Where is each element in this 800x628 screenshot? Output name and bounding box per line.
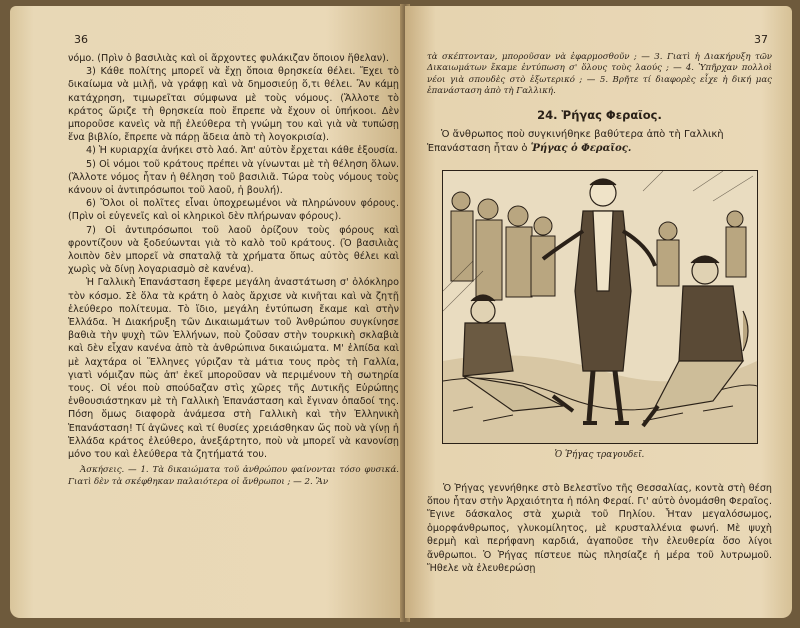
- exercises-continued: τὰ σκέπτονταν, μποροῦσαν νὰ ἐφαρμοσθοῦν ; — 3. Γιατὶ ἡ Διακήρυξη τῶν Δικαιωμάτων ἔκαμε ἐντύπωση σ' ὅλους τοὺς λαούς ; — 4. Ὑπῆρχαν πολλοὶ νέοι γιὰ σπουδὲς στὸ ἐξωτερικό ; — 5. Βρῆτε τί διαφορὲς εἶχε ἡ δική μας ἐπανάσταση ἀπὸ τὴ Γαλλική.: [427, 52, 772, 97]
- paragraph: 3) Κάθε πολίτης μπορεῖ νὰ ἔχῃ ὅποια θρησκεία θέλει. Ἔχει τὸ δικαίωμα νὰ μιλῇ, νὰ γράφῃ καὶ νὰ δημοσιεύῃ ὅ,τι θέλει. Ἂν κάμῃ κατάχρηση, τιμωρεῖται σύμφωνα μὲ τοὺς νόμους. (Ἄλλοτε τὸ κράτος ὥριζε τὴ θρησκεία ποὺ ἔπρεπε νὰ ἔχουν οἱ ὑπήκοοι. Δὲν μποροῦσε κανεὶς νὰ πῇ ἐλεύθερα τὴ γνώμη του καὶ γιὰ νὰ τυπώσῃ ἕνα βιβλίο, ἔπρεπε νὰ πάρῃ ἄδεια ἀπὸ τὴ λογοκρισία).: [68, 66, 399, 144]
- left-page-text: [68, 52, 399, 461]
- exercises-footnote: Ἀσκήσεις. — 1. Τὰ δικαιώματα τοῦ ἀνθρώπου φαίνονται τόσο φυσικά. Γιατὶ δὲν τὰ σκέφθηκαν παλαιότερα οἱ ἄνθρωποι ; — 2. Ἂν: [68, 465, 399, 487]
- page-number-left: 36: [74, 33, 88, 46]
- left-page: [10, 6, 405, 618]
- page-number-right: 37: [754, 33, 768, 46]
- illustration-drawing: [443, 171, 757, 443]
- paragraph: 6) Ὅλοι οἱ πολῖτες εἶναι ὑποχρεωμένοι νὰ πληρώνουν φόρους. (Πρὶν οἱ εὐγενεῖς καὶ οἱ κληρικοὶ δὲν πλήρωναν φόρους).: [68, 198, 399, 223]
- paragraph: Ἡ Γαλλικὴ Ἐπανάσταση ἔφερε μεγάλη ἀναστάτωση σ' ὁλόκληρο τὸν κόσμο. Σὲ ὅλα τὰ κράτη ὁ λαὸς ἄρχισε νὰ κινῆται καὶ νὰ ζητῇ ἐλεύθερο πολίτευμα. Τὸ ἴδιο, μεγάλη ἐντύπωση ἔκαμε καὶ στὴν Ἑλλάδα. Ἡ Διακήρυξη τῶν Δικαιωμάτων τοῦ Ἀνθρώπου συγκίνησε βαθιὰ τὴν ψυχὴ τῶν Ἑλλήνων, ποὺ ζοῦσαν στὴν τουρκικὴ σκλαβιὰ καὶ δὲν εἶχαν κανένα ἀπὸ τὰ ἀνθρώπινα δικαιώματα. Μ' ἐλπίδα καὶ μὲ λαχτάρα οἱ Ἕλληνες γύριζαν τὰ μάτια τους πρὸς τὴ Γαλλία, γιατὶ νόμιζαν πὼς ἀπ' ἐκεῖ μποροῦσαν νὰ περιμένουν τὴ σωτηρία τους. Οἱ νέοι ποὺ σπούδαζαν στὶς χῶρες τῆς Δυτικῆς Εὐρώπης ἐνθουσιάστηκαν μὲ τὴ Γαλλικὴ Ἐπανάσταση καὶ ἔγιναν ὀπαδοί της. Πόση ὅμως διαφορὰ ἀνάμεσα στὴ Γαλλικὴ καὶ τὴν Ἑλληνικὴ Ἐπανάσταση! Τί ἀγῶνες καὶ τί θυσίες χρειάσθηκαν ὥς ποὺ νὰ γίνῃ ἡ Ἑλλάδα κράτος ἐλεύθερο, ἀνεξάρτητο, ποὺ νὰ μπορεῖ νὰ κανονίσῃ μόνο του καὶ ἐλεύθερα τὰ ζητήματά του.: [68, 277, 399, 461]
- chapter-heading: 24. Ῥήγας Φεραῖος.: [537, 107, 662, 122]
- paragraph: 5) Οἱ νόμοι τοῦ κράτους πρέπει νὰ γίνωνται μὲ τὴ θέληση ὅλων. (Ἄλλοτε νόμος ἦταν ἡ θέληση τοῦ βασιλιᾶ. Τώρα τοὺς νόμους τοὺς κάνουν οἱ ἀντιπρόσωποι τοῦ λαοῦ, ἡ βουλή).: [68, 158, 399, 197]
- right-page-text: [427, 482, 772, 576]
- illustration-rigas-singing: [442, 170, 758, 444]
- lead-name: Ῥήγας ὁ Φεραῖος.: [530, 142, 632, 154]
- paragraph: Ὁ Ῥήγας γεννήθηκε στὸ Βελεστῖνο τῆς Θεσσαλίας, κοντὰ στὴ θέση ὅπου ἦταν στὴν Ἀρχαιότητα ἡ πόλη Φεραί. Γι' αὐτὸ ὀνομάσθη Φεραῖος. Ἔγινε δάσκαλος στὰ χωριὰ τοῦ Πηλίου. Ἦταν μεγαλόσωμος, ὁμορφάνθρωπος, γλυκομίλητος, μὲ κρυσταλλένια φωνή. Μὲ ψυχὴ θερμὴ καὶ περήφανη καρδιά, ἀγαποῦσε τὴν ἐλευθερία ὅσο λίγοι ἄνθρωποι. Ὁ Ῥήγας πίστευε πὼς πλησίαζε ἡ μέρα τοῦ λυτρωμοῦ. Ἤθελε νὰ ἐλευθερώσῃ: [427, 482, 772, 575]
- paragraph: 4) Ἡ κυριαρχία ἀνήκει στὸ λαό. Ἀπ' αὐτὸν ἔρχεται κάθε ἐξουσία.: [86, 145, 398, 157]
- right-page: [405, 6, 792, 618]
- paragraph: νόμο. (Πρὶν ὁ βασιλιὰς καὶ οἱ ἄρχοντες φυλάκιζαν ὅποιον ἤθελαν).: [68, 53, 389, 64]
- paragraph: 7) Οἱ ἀντιπρόσωποι τοῦ λαοῦ ὁρίζουν τοὺς φόρους καὶ φροντίζουν νὰ ξοδεύωνται γιὰ τὸ καλὸ τοῦ κράτους. (Ὁ βασιλιὰς λοιπὸν δὲν μπορεῖ νὰ σπαταλᾷ τὰ χρήματα ὅπως αὐτὸς θέλει καὶ χωρὶς νὰ δίνῃ λογαριασμὸ σὲ κανένα).: [68, 224, 399, 276]
- lead-text: Ὁ ἄνθρωπος ποὺ συγκινήθηκε βαθύτερα ἀπὸ τὴ Γαλλικὴ Ἐπανάσταση ἦταν ὁ: [427, 128, 724, 154]
- lead-paragraph: [427, 128, 772, 156]
- figure-caption: Ὁ Ῥήγας τραγουδεῖ.: [554, 449, 645, 460]
